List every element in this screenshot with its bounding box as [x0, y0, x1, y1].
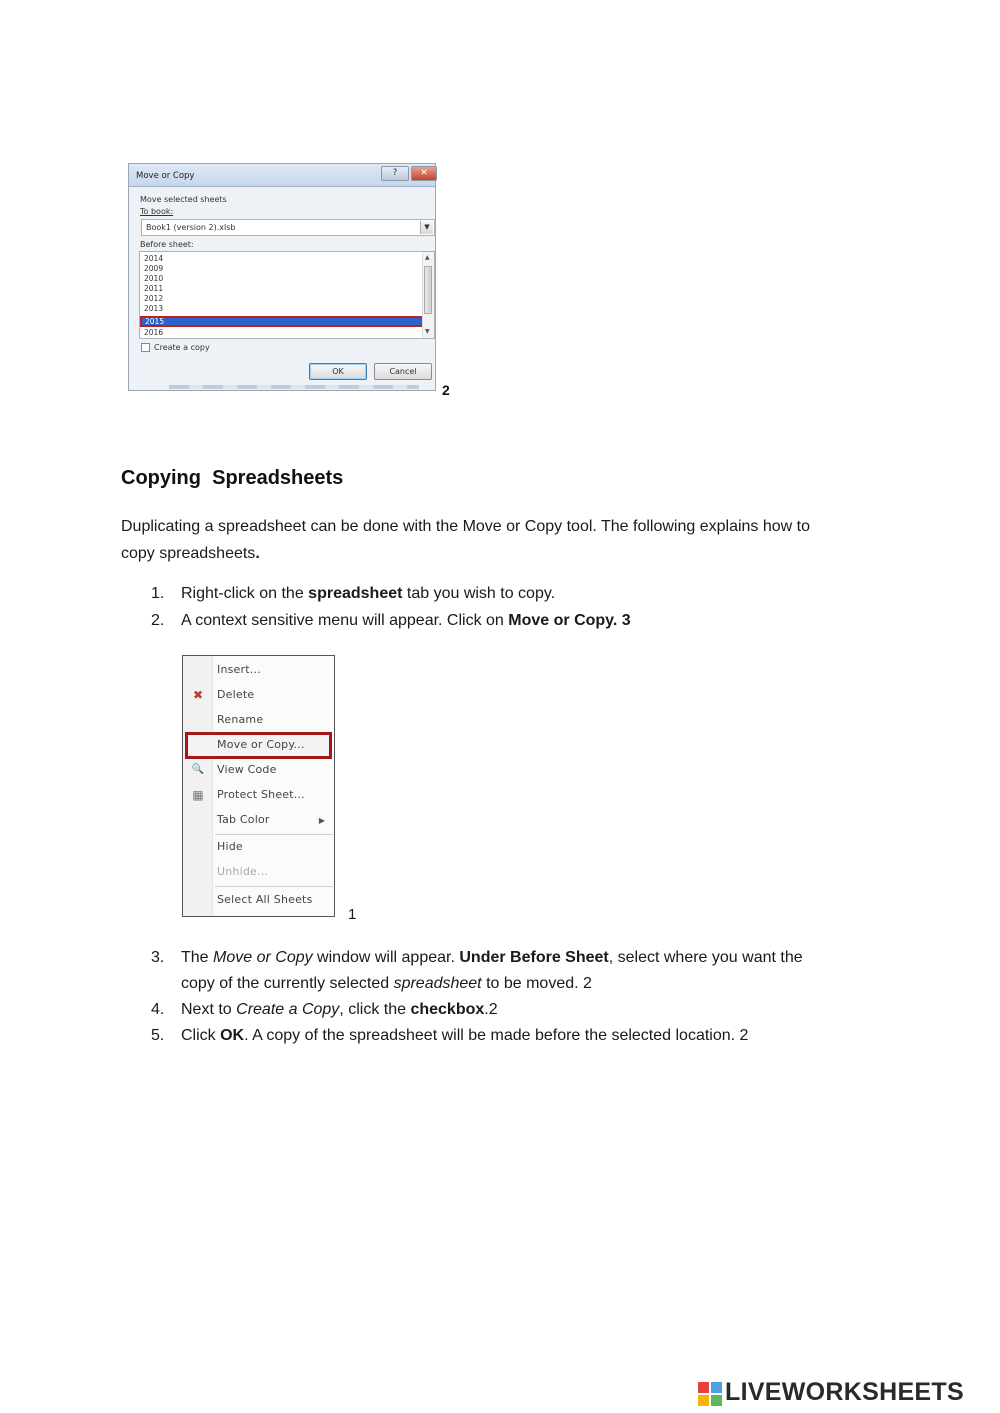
view-code-icon: 🔍	[191, 764, 205, 775]
step-1-a: Right-click on the	[181, 585, 309, 602]
step-4-text	[181, 997, 861, 1023]
step-5-b: OK	[220, 1027, 245, 1044]
list-item[interactable]: 2011	[144, 284, 164, 293]
menu-item-insert[interactable]: Insert...	[217, 663, 261, 676]
scroll-up-icon[interactable]: ▲	[425, 254, 430, 261]
dialog-titlebar	[129, 164, 435, 187]
delete-icon: ✖	[192, 688, 204, 702]
menu-item-view-code[interactable]: View Code	[217, 763, 277, 776]
intro-period: .	[255, 545, 260, 562]
step-3-text	[181, 945, 861, 997]
logo-square	[698, 1382, 709, 1393]
step-4-c: , click the	[339, 1001, 411, 1018]
create-copy-label: Create a copy	[154, 343, 210, 352]
to-book-value: Book1 (version 2).xlsb	[146, 223, 236, 232]
list-item[interactable]: 2010	[144, 274, 164, 283]
before-sheet-list[interactable]	[139, 251, 435, 339]
step-3-b: Move or Copy	[213, 949, 313, 966]
close-button[interactable]: ✕	[411, 166, 437, 181]
step-3-number: 3.	[151, 949, 165, 966]
logo-square	[698, 1395, 709, 1406]
step-4-e: .2	[484, 1001, 498, 1018]
ok-button[interactable]: OK	[309, 363, 367, 380]
step-3-d: Under Before Sheet	[459, 949, 609, 966]
selected-list-item[interactable]	[140, 316, 426, 327]
step-4-number: 4.	[151, 1001, 165, 1018]
logo-mark-icon	[698, 1382, 722, 1406]
step-3-f: copy of the currently selected	[181, 975, 394, 992]
intro-paragraph	[121, 513, 881, 567]
step-1-b: spreadsheet	[308, 585, 403, 602]
chevron-right-icon: ▶	[318, 816, 325, 825]
logo-text: LIVEWORKSHEETS	[725, 1378, 964, 1406]
menu-item-delete[interactable]: Delete	[217, 688, 255, 701]
step-2-text	[181, 608, 861, 634]
step-3-e: , select where you want the	[608, 949, 803, 966]
scroll-thumb[interactable]	[424, 266, 432, 314]
step-2-a: A context sensitive menu will appear. Click on	[181, 612, 509, 629]
step-4-a: Next to	[181, 1001, 237, 1018]
step-4-d: checkbox	[410, 1001, 485, 1018]
menu-item-move-or-copy[interactable]: Move or Copy...	[217, 738, 305, 751]
to-book-select[interactable]	[141, 219, 435, 236]
chevron-down-icon[interactable]: ▼	[420, 221, 433, 234]
step-3-c: window will appear.	[312, 949, 460, 966]
page-title: Copying Spreadsheets	[121, 467, 344, 489]
to-book-label: To book:	[140, 207, 174, 216]
step-2-number: 2.	[151, 612, 165, 629]
move-selected-label: Move selected sheets	[140, 195, 227, 204]
before-sheet-label: Before sheet:	[140, 240, 194, 249]
move-or-copy-dialog	[128, 163, 436, 391]
menu-item-unhide: Unhide...	[217, 865, 269, 878]
menu-item-tab-color[interactable]: Tab Color	[217, 813, 270, 826]
help-button[interactable]: ?	[381, 166, 409, 181]
intro-line-2: copy spreadsheets	[121, 545, 256, 562]
step-5-text	[181, 1023, 861, 1049]
menu-item-select-all-sheets[interactable]: Select All Sheets	[217, 893, 313, 906]
intro-line-1: Duplicating a spreadsheet can be done with the Move or Copy tool. The following explains how to	[121, 518, 811, 535]
taskbar-strip	[169, 385, 419, 389]
step-5-number: 5.	[151, 1027, 165, 1044]
create-copy-checkbox[interactable]	[141, 343, 150, 352]
menu-item-rename[interactable]: Rename	[217, 713, 264, 726]
cancel-button[interactable]: Cancel	[374, 363, 432, 380]
step-1-text	[181, 581, 861, 607]
list-item[interactable]: 2009	[144, 264, 164, 273]
step-5-c: . A copy of the spreadsheet will be made before the selected location. 2	[244, 1027, 749, 1044]
step-3-g: spreadsheet	[393, 975, 482, 992]
step-3-h: to be moved. 2	[481, 975, 592, 992]
protect-sheet-icon: ▦	[192, 788, 204, 802]
list-item[interactable]: 2012	[144, 294, 164, 303]
step-4-b: Create a Copy	[236, 1001, 340, 1018]
context-menu	[182, 655, 335, 917]
step-1-c: tab you wish to copy.	[402, 585, 556, 602]
selected-sheet-label: 2015	[145, 317, 165, 326]
dialog-title: Move or Copy	[136, 171, 195, 181]
list-item[interactable]: 2016	[144, 328, 164, 337]
menu-item-protect-sheet[interactable]: Protect Sheet...	[217, 788, 305, 801]
list-item[interactable]: 2013	[144, 304, 164, 313]
figure-2-number: 1	[348, 906, 357, 923]
scroll-down-icon[interactable]: ▼	[425, 328, 430, 335]
list-scrollbar[interactable]	[422, 252, 434, 338]
list-item[interactable]: 2014	[144, 254, 164, 263]
figure-1-number: 2	[442, 382, 450, 398]
logo-square	[711, 1395, 722, 1406]
step-1-number: 1.	[151, 585, 165, 602]
menu-divider	[215, 834, 333, 835]
step-2-b: Move or Copy. 3	[508, 612, 631, 629]
logo-square	[711, 1382, 722, 1393]
step-5-a: Click	[181, 1027, 221, 1044]
menu-item-hide[interactable]: Hide	[217, 840, 243, 853]
menu-divider	[215, 886, 333, 887]
step-3-a: The	[181, 949, 214, 966]
